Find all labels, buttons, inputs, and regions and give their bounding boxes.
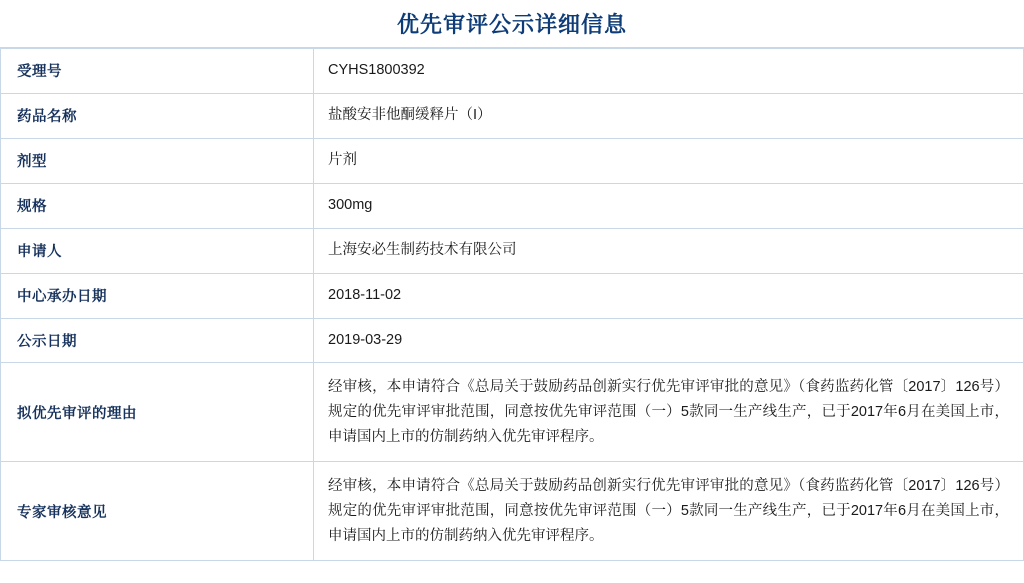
row-value: 2018-11-02: [314, 273, 1024, 318]
page-title: 优先审评公示详细信息: [396, 12, 627, 37]
table-row: [1, 138, 1024, 183]
table-row: [1, 363, 1024, 462]
row-label: 中心承办日期: [1, 273, 314, 318]
row-label: 申请人: [1, 228, 314, 273]
table-row: [1, 228, 1024, 273]
row-value: [314, 363, 1024, 462]
row-label: 公示日期: [1, 318, 314, 363]
row-label: 药品名称: [1, 93, 314, 138]
row-value: 300mg: [314, 183, 1024, 228]
table-row: [1, 273, 1024, 318]
row-value: CYHS1800392: [314, 49, 1024, 94]
row-label: 专家审核意见: [1, 462, 314, 561]
row-value-text: 经审核，本申请符合《总局关于鼓励药品创新实行优先审评审批的意见》（食药监药化管〔2017〕126号）规定的优先审评审批范围，同意按优先审评范围（一）5款同一生产线生产，已于2017年6月在美国上市，申请国内上市的仿制药纳入优先审评程序。: [328, 379, 1009, 445]
table-row: [1, 183, 1024, 228]
row-label: 剂型: [1, 138, 314, 183]
detail-table: [0, 48, 1024, 561]
page-title-bar: [0, 0, 1024, 48]
row-value: 片剂: [314, 138, 1024, 183]
row-value-text: 经审核，本申请符合《总局关于鼓励药品创新实行优先审评审批的意见》（食药监药化管〔2017〕126号）规定的优先审评审批范围，同意按优先审评范围（一）5款同一生产线生产，已于2017年6月在美国上市，申请国内上市的仿制药纳入优先审评程序。: [328, 478, 1009, 544]
row-value: 2019-03-29: [314, 318, 1024, 363]
table-row: [1, 318, 1024, 363]
row-value: [314, 462, 1024, 561]
row-value: 盐酸安非他酮缓释片（I）: [314, 93, 1024, 138]
row-label: 规格: [1, 183, 314, 228]
table-row: [1, 462, 1024, 561]
row-label: 受理号: [1, 49, 314, 94]
page-bottom-spacer: [0, 561, 1024, 583]
table-row: [1, 49, 1024, 94]
row-label: 拟优先审评的理由: [1, 363, 314, 462]
table-row: [1, 93, 1024, 138]
row-value: 上海安必生制药技术有限公司: [314, 228, 1024, 273]
